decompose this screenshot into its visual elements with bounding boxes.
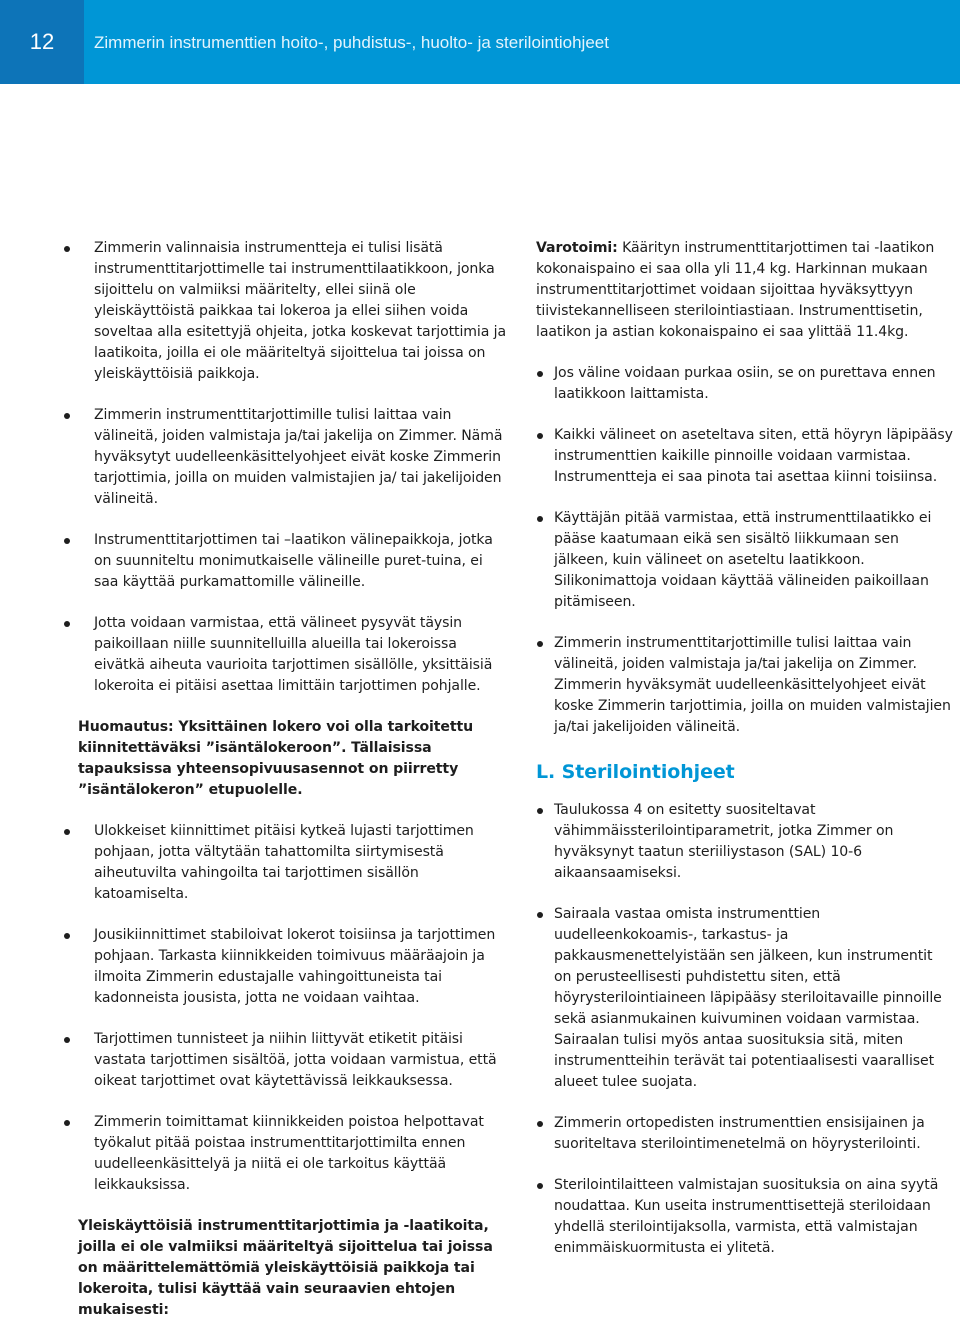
section-heading: L. Sterilointiohjeet (536, 761, 735, 783)
left-column (60, 238, 510, 1321)
list-item: Sterilointilaitteen valmistajan suosituksia on aina syytä noudattaa. Kun useita instrumenttisettejä steriloidaan yhdellä sterilointijaksolla, varmista, että valmistajan enimmäiskuormitusta ei ylitetä. (536, 1175, 954, 1259)
list-item: Tarjottimen tunnisteet ja niihin liittyvät etiketit pitäisi vastata tarjottimen sisältöä, jotta voidaan varmistua, että oikeat tarjottimet ovat käytettävissä leikkauksessa. (60, 1029, 510, 1092)
list-item: Zimmerin instrumenttitarjottimille tulisi laittaa vain välineitä, joiden valmistaja ja/tai jakelija on Zimmer. Zimmerin hyväksymät uudelleenkäsittelyohjeet eivät koske Zimmerin tarjottimia, joilla on muiden valmistajien ja/tai jakelijoiden välineitä. (536, 633, 954, 738)
list-item: Jos väline voidaan purkaa osiin, se on purettava ennen laatikkoon laittamista. (536, 363, 954, 405)
list-item: Käyttäjän pitää varmistaa, että instrumenttilaatikko ei pääse kaatumaan eikä sen sisältö liikkumaan sen jälkeen, kuin välineet on aseteltu laatikkoon. Silikonimattoja voidaan käyttää välineiden paikoillaan pitämiseen. (536, 508, 954, 613)
list-item: Sairaala vastaa omista instrumenttien uudelleenkokoamis-, tarkastus- ja pakkausmenettelyistään sen jälkeen, kun instrumentit on perusteellisesti puhdistettu siten, että höyrysterilointiaineen läpipääsy steriloitavaille pinnoille sekä asianmukainen kuivuminen voidaan varmistaa. Sairaalan tulisi myös antaa suosituksia sitä, miten instrumentteihin terävät tai potentiaalisesti vaaralliset alueet tulee suojata. (536, 904, 954, 1093)
note-paragraph: Huomautus: Yksittäinen lokero voi olla tarkoitettu kiinnitettäväksi ”isäntälokeroon”. Tällaisissa tapauksissa yhteensopivuusasennot on piirretty ”isäntälokeron” etupuolelle. (78, 719, 474, 798)
right-column (536, 238, 954, 1259)
warning-paragraph (536, 238, 954, 343)
list-item: Kaikki välineet on aseteltava siten, että höyryn läpipääsy instrumenttien kaikille pinnoille voidaan varmistaa. Instrumentteja ei saa pinota tai asettaa kiinni toisiinsa. (536, 425, 954, 488)
page-number: 12 (0, 0, 84, 84)
warning-text: Käärityn instrumenttitarjottimen tai -laatikon kokonaispaino ei saa olla yli 11,4 kg. Harkinnan mukaan instrumenttitarjottimet voidaan sijoittaa hyväksyttyyn tiivistekannelliseen sterilointiastiaan. Instrumenttisetin, laatikon ja astian kokonaispaino ei saa ylittää 11.4kg. (536, 240, 935, 340)
left-bullet-list-b (60, 821, 510, 1196)
list-item: Taulukossa 4 on esitetty suositeltavat vähimmäissterilointiparametrit, jotka Zimmer on hyväksynyt taatun steriiliystason (SAL) 10-6 aikaansaamiseksi. (536, 800, 954, 884)
right-bullet-list-b (536, 800, 954, 1259)
closing-instructions: Yleiskäyttöisiä instrumenttitarjottimia ja -laatikoita, joilla ei ole valmiiksi määriteltyä sijoittelua tai joissa on määrittelemättömiä yleiskäyttöisiä paikkoja tai lokeroita, tulisi käyttää vain seuraavien ehtojen mukaisesti: (78, 1218, 493, 1318)
left-bullet-list-a (60, 238, 510, 697)
list-item: Instrumenttitarjottimen tai –laatikon välinepaikkoja, jotka on suunniteltu monimutkaiselle välineille puret-tuina, ei saa käyttää purkamattomille välineille. (60, 530, 510, 593)
list-item: Ulokkeiset kiinnittimet pitäisi kytkeä lujasti tarjottimen pohjaan, jotta vältytään tahattomilta siirtymisestä aiheutuvilta vahingoilta tai tarjottimen sisällön katoamiselta. (60, 821, 510, 905)
warning-label: Varotoimi: (536, 240, 618, 256)
page-title: Zimmerin instrumenttien hoito-, puhdistus-, huolto- ja sterilointiohjeet (94, 33, 609, 52)
page-header (0, 0, 960, 84)
list-item: Zimmerin valinnaisia instrumentteja ei tulisi lisätä instrumenttitarjottimelle tai instrumenttilaatikkoon, jonka sijoittelu on valmiiksi määritelty, ellei siinä ole yleiskäyttöistä paikkaa tai lokeroa ja ellei siihen voida soveltaa alla esitettyjä ohjeita, jotka koskevat tarjottimia ja laatikoita, joilla ei ole määriteltyä sijoittelua tai joissa on yleiskäyttöisiä paikkoja. (60, 238, 510, 385)
right-bullet-list-a (536, 363, 954, 738)
list-item: Jotta voidaan varmistaa, että välineet pysyvät täysin paikoillaan niille suunnitelluilla alueilla tai lokeroissa eivätkä aiheuta vaurioita tarjottimen sisällölle, yksittäisiä lokeroita ei pitäisi asettaa limittäin tarjottimen pohjalle. (60, 613, 510, 697)
list-item: Zimmerin instrumenttitarjottimille tulisi laittaa vain välineitä, joiden valmistaja ja/tai jakelija on Zimmer. Nämä hyväksytyt uudelleenkäsittelyohjeet eivät koske Zimmerin tarjottimia, joilla on muiden valmistajien ja/ tai jakelijoiden välineitä. (60, 405, 510, 510)
list-item: Zimmerin toimittamat kiinnikkeiden poistoa helpottavat työkalut pitää poistaa instrumenttitarjottimilta ennen uudelleenkäsittelyä ja niitä ei ole tarkoitus käyttää leikkauksissa. (60, 1112, 510, 1196)
list-item: Jousikiinnittimet stabiloivat lokerot toisiinsa ja tarjottimen pohjaan. Tarkasta kiinnikkeiden toimivuus määräajoin ja ilmoita Zimmerin edustajalle vahingoittuneista tai kadonneista jousista, jotta ne voidaan vaihtaa. (60, 925, 510, 1009)
list-item: Zimmerin ortopedisten instrumenttien ensisijainen ja suoriteltava sterilointimenetelmä on höyrysterilointi. (536, 1113, 954, 1155)
